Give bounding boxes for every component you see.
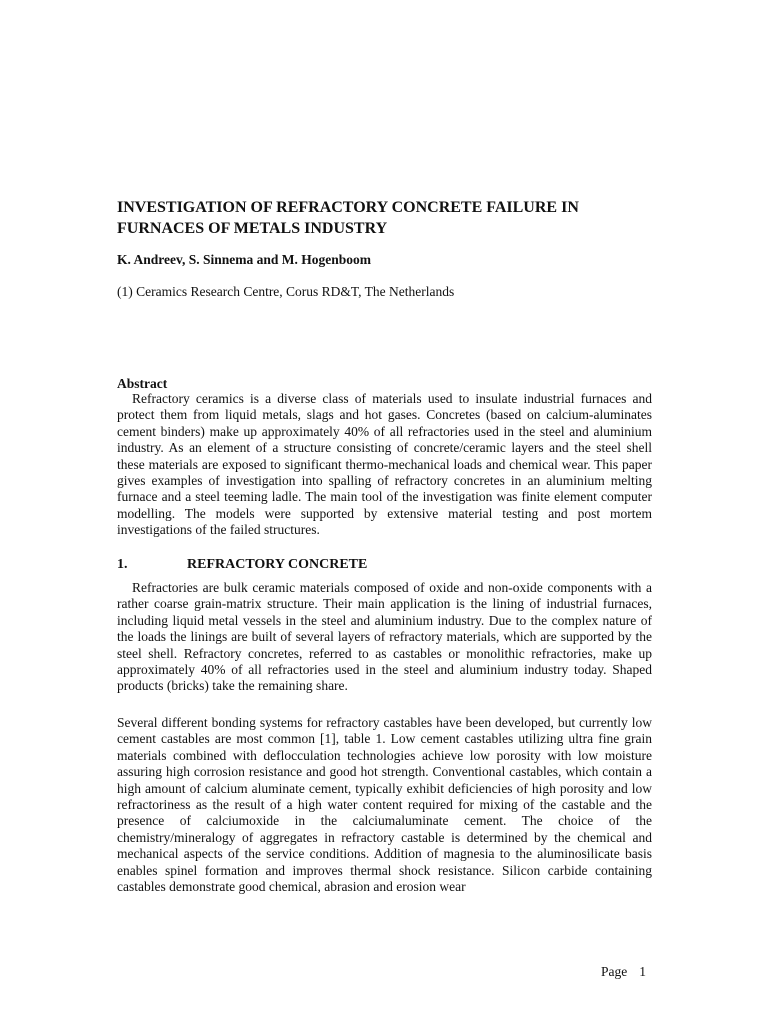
section-number: 1. bbox=[117, 557, 128, 572]
page-footer bbox=[601, 963, 646, 980]
abstract-heading: Abstract bbox=[117, 376, 168, 391]
affiliation: (1) Ceramics Research Centre, Corus RD&T, The Netherlands bbox=[117, 284, 455, 299]
section-title: REFRACTORY CONCRETE bbox=[187, 557, 368, 572]
abstract-text: Refractory ceramics is a diverse class of materials used to insulate industrial furnaces and protect them from liquid metals, slags and hot gases. Concretes (based on calcium-aluminates cement binders) make up approximately 40% of all refractories used in the steel and aluminium industry. As an element of a structure consisting of concrete/ceramic layers and the steel shell these materials are exposed to significant thermo-mechanical loads and chemical wear. This paper gives examples of investigation into spalling of refractory concretes in an aluminium melting furnace and a steel teeming ladle. The main tool of the investigation was finite element computer modelling. The models were supported by extensive material testing and post mortem investigations of the failed structures. bbox=[117, 391, 652, 538]
page-label: Page bbox=[601, 964, 628, 979]
paper-title: INVESTIGATION OF REFRACTORY CONCRETE FAILURE IN FURNACES OF METALS INDUSTRY bbox=[117, 199, 579, 237]
page-number: 1 bbox=[639, 964, 646, 979]
section-heading bbox=[117, 556, 657, 574]
body-paragraph: Several different bonding systems for refractory castables have been developed, but currently low cement castables are most common [1], table 1. Low cement castables utilizing ultra fine grain materials combined with deflocculation technologies achieve low porosity with low moisture assuring high corrosion resistance and good hot strength. Conventional castables, which contain a high amount of calcium aluminate cement, typically exhibit deficiencies of high porosity and low refractoriness as the result of a high water content required for mixing of the castable and the presence of calciumoxide in the calciumaluminate cement. The choice of the chemistry/mineralogy of aggregates in refractory castable is determined by the chemical and mechanical aspects of the service conditions. Addition of magnesia to the aluminosilicate basis enables spinel formation and improves thermal shock resistance. Silicon carbide containing castables demonstrate good chemical, abrasion and erosion wear bbox=[117, 715, 652, 895]
body-paragraph: Refractories are bulk ceramic materials composed of oxide and non-oxide components with a rather coarse grain-matrix structure. Their main application is the lining of industrial furnaces, including liquid metal vessels in the steel and aluminium industry. Due to the complex nature of the loads the linings are built of several layers of refractory materials, which are supported by the steel shell. Refractory concretes, referred to as castables or monolithic refractories, make up approximately 40% of all refractories used in the steel and aluminium industry today. Shaped products (bricks) take the remaining share. bbox=[117, 580, 652, 694]
author-list: K. Andreev, S. Sinnema and M. Hogenboom bbox=[117, 252, 372, 267]
